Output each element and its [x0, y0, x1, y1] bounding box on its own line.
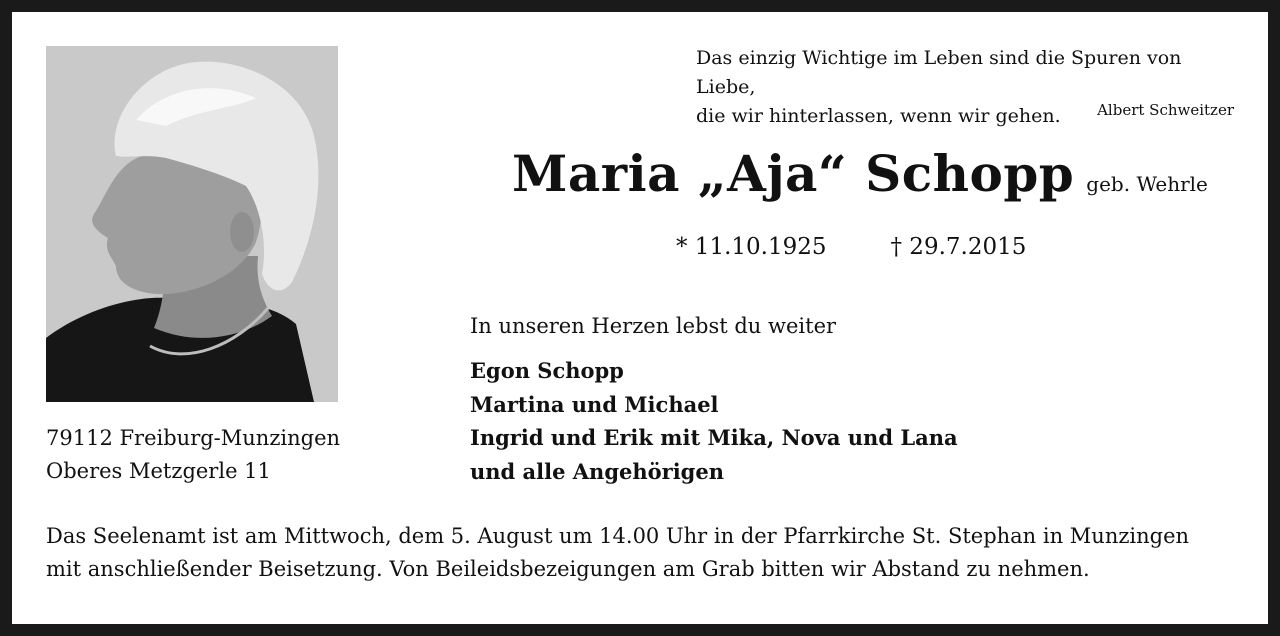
notice-line-2: mit anschließender Beisetzung. Von Beileidsbezeigungen am Grab bitten wir Abstand zu nehmen.	[46, 557, 1090, 581]
life-dates	[676, 234, 1026, 260]
tribute-text: In unseren Herzen lebst du weiter	[470, 314, 837, 338]
birth-date: * 11.10.1925	[676, 234, 827, 260]
death-date: † 29.7.2015	[890, 234, 1027, 260]
mourners-list	[470, 354, 958, 488]
address	[46, 422, 340, 488]
portrait-photo	[46, 46, 338, 402]
mourner-item: Martina und Michael	[470, 391, 719, 417]
obituary-card	[12, 12, 1268, 624]
mourner-item: Ingrid und Erik mit Mika, Nova und Lana	[470, 425, 958, 450]
quote-line-2: die wir hinterlassen, wenn wir gehen.	[696, 105, 1061, 127]
portrait-image	[46, 46, 338, 402]
funeral-notice	[46, 520, 1246, 586]
address-street: Oberes Metzgerle 11	[46, 459, 271, 483]
notice-line-1: Das Seelenamt ist am Mittwoch, dem 5. August um 14.00 Uhr in der Pfarrkirche St. Stephan in Munzingen	[46, 524, 1190, 548]
mourner-item: und alle Angehörigen	[470, 458, 724, 484]
quote-line-1: Das einzig Wichtige im Leben sind die Spuren von Liebe,	[696, 47, 1182, 98]
birth-name: geb. Wehrle	[1086, 172, 1208, 196]
deceased-name-row	[512, 144, 1208, 203]
deceased-name: Maria „Aja“ Schopp	[512, 144, 1075, 203]
address-city: 79112 Freiburg-Munzingen	[46, 426, 341, 450]
quote-author: Albert Schweitzer	[1097, 101, 1234, 119]
mourner-item: Egon Schopp	[470, 358, 624, 383]
